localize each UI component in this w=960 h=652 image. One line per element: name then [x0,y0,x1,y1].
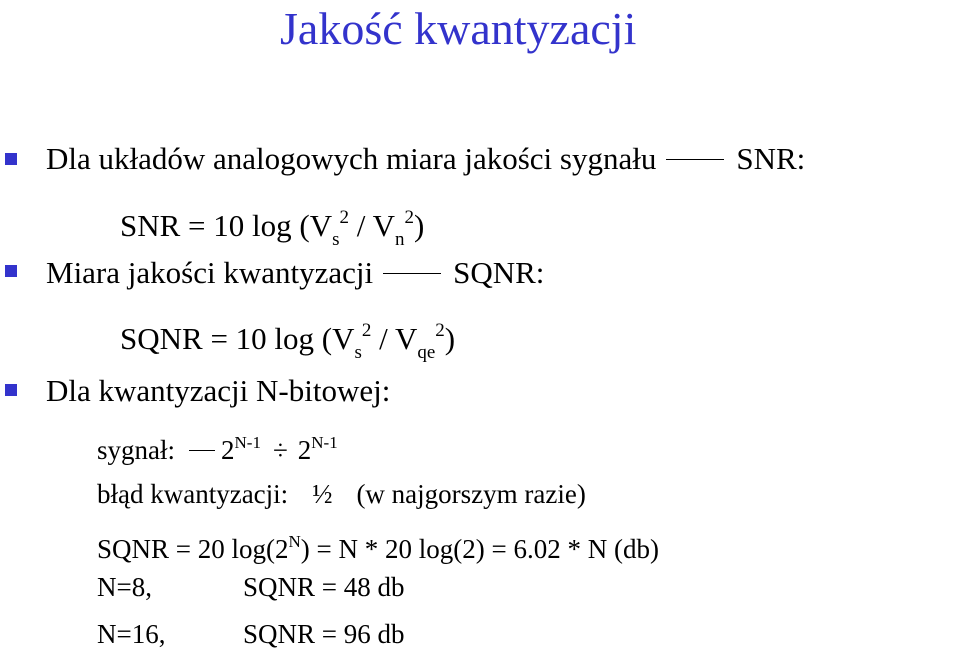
superscript: 2 [435,320,445,341]
example-n: N=8, [97,572,152,602]
superscript: N [288,532,301,551]
square-bullet-icon [5,384,17,396]
bullet-item-snr [46,141,805,177]
example-row [97,571,152,603]
superscript: N-1 [234,433,261,452]
subscript: qe [417,342,436,363]
example-result [243,571,405,603]
formula-text: 2 [297,435,312,465]
bullet-item-nbit [46,373,390,409]
formula-text: SQNR = 10 log (V [120,321,355,356]
signal-label: sygnał: [97,435,175,465]
formula-text: SNR = 10 log (V [120,208,333,243]
bullet-item-term: SNR: [736,141,806,176]
example-result [243,618,405,650]
error-note: (w najgorszym razie) [356,479,586,509]
example-row [97,618,165,650]
formula-text: / V [371,321,418,356]
sqnr-nbit-formula [97,526,659,565]
example-sqnr: SQNR = 96 db [243,619,405,649]
error-value: ½ [312,479,333,509]
snr-formula [120,200,424,258]
plus-minus-sign: ÷ [272,435,288,465]
subscript: s [354,342,362,363]
formula-text: ) = N * 20 log(2) = 6.02 * N (db) [300,534,659,564]
bullet-item-sqnr [46,255,544,291]
subscript: s [332,229,340,250]
formula-text: 2 [221,435,235,465]
bullet-item-term: SQNR: [453,255,545,290]
minus-sign [189,450,215,451]
square-bullet-icon [5,265,17,277]
sqnr-formula [120,313,455,371]
em-dash [383,273,441,274]
em-dash [666,159,724,160]
formula-text: SQNR = 20 log(2 [97,534,289,564]
bullet-item-text: Dla układów analogowych miara jakości sygnału [46,141,657,176]
bullet-item-text: Dla kwantyzacji N-bitowej: [46,373,391,408]
bullet-item-text: Miara jakości kwantyzacji [46,255,374,290]
error-label: błąd kwantyzacji: [97,479,289,509]
superscript: N-1 [311,433,338,452]
formula-text: ) [413,208,425,243]
formula-text: / V [349,208,395,243]
subscript: n [394,229,405,250]
square-bullet-icon [5,153,17,165]
superscript: 2 [339,207,350,228]
quantization-error-line [97,478,586,510]
example-n: N=16, [97,619,166,649]
superscript: 2 [361,320,372,341]
example-sqnr: SQNR = 48 db [243,572,405,602]
formula-text: ) [444,321,456,356]
superscript: 2 [404,207,414,228]
slide-title: Jakość kwantyzacji [280,3,637,54]
signal-range-line [97,427,338,466]
